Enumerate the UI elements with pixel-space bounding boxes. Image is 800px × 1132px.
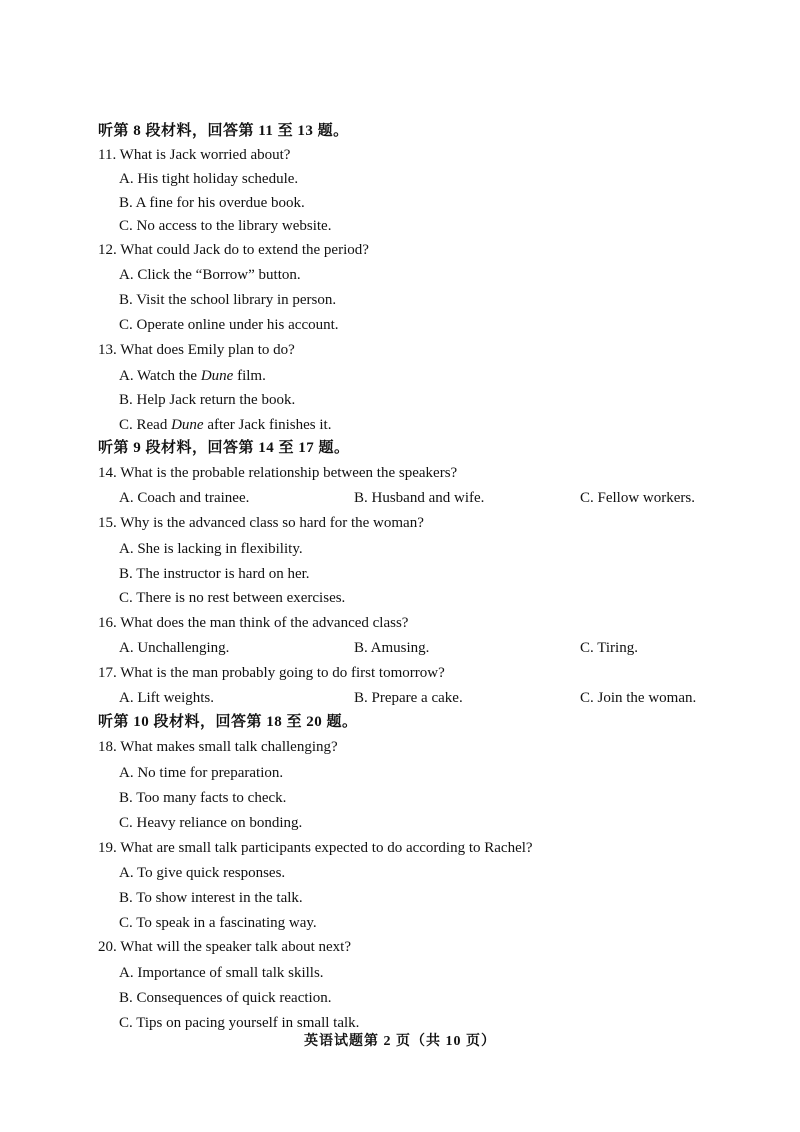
question-18: 18. What makes small talk challenging?	[98, 739, 338, 755]
section-10-header: 听第 10 段材料，回答第 18 至 20 题。	[98, 714, 358, 730]
question-20: 20. What will the speaker talk about next?	[98, 939, 351, 955]
option-12a: A. Click the “Borrow” button.	[119, 267, 301, 283]
question-19: 19. What are small talk participants expected to do according to Rachel?	[98, 840, 533, 856]
option-13a-title: Dune	[200, 368, 234, 384]
option-18c: C. Heavy reliance on bonding.	[119, 815, 303, 831]
option-20c: C. Tips on pacing yourself in small talk.	[119, 1015, 360, 1031]
option-20a: A. Importance of small talk skills.	[119, 965, 324, 981]
section-8-header: 听第 8 段材料，回答第 11 至 13 题。	[98, 123, 349, 139]
option-15b: B. The instructor is hard on her.	[119, 566, 310, 582]
option-17a: A. Lift weights.	[119, 690, 214, 706]
option-19b: B. To show interest in the talk.	[119, 890, 303, 906]
option-12c: C. Operate online under his account.	[119, 317, 339, 333]
option-11c: C. No access to the library website.	[119, 218, 332, 234]
option-13b: B. Help Jack return the book.	[119, 392, 296, 408]
option-16c: C. Tiring.	[580, 640, 638, 656]
question-15: 15. Why is the advanced class so hard for the woman?	[98, 515, 424, 531]
option-11a: A. His tight holiday schedule.	[119, 171, 299, 187]
question-14: 14. What is the probable relationship between the speakers?	[98, 465, 458, 481]
option-13a-prefix: A. Watch the	[119, 368, 201, 384]
option-16a: A. Unchallenging.	[119, 640, 230, 656]
question-17: 17. What is the man probably going to do first tomorrow?	[98, 665, 445, 681]
option-14c: C. Fellow workers.	[580, 490, 695, 506]
option-13c-prefix: C. Read	[119, 417, 172, 433]
option-19c: C. To speak in a fascinating way.	[119, 915, 317, 931]
section-9-header: 听第 9 段材料，回答第 14 至 17 题。	[98, 440, 350, 456]
question-11: 11. What is Jack worried about?	[98, 147, 291, 163]
option-18b: B. Too many facts to check.	[119, 790, 287, 806]
option-15a: A. She is lacking in flexibility.	[119, 541, 303, 557]
option-20b: B. Consequences of quick reaction.	[119, 990, 332, 1006]
option-17b: B. Prepare a cake.	[354, 690, 463, 706]
question-13: 13. What does Emily plan to do?	[98, 342, 295, 358]
option-18a: A. No time for preparation.	[119, 765, 284, 781]
option-12b: B. Visit the school library in person.	[119, 292, 337, 308]
option-16b: B. Amusing.	[354, 640, 430, 656]
option-19a: A. To give quick responses.	[119, 865, 286, 881]
option-14b: B. Husband and wife.	[354, 490, 485, 506]
option-13a-suffix: film.	[233, 368, 266, 384]
option-14a: A. Coach and trainee.	[119, 490, 250, 506]
option-13c-title: Dune	[171, 417, 204, 433]
question-16: 16. What does the man think of the advanced class?	[98, 615, 409, 631]
page-footer: 英语试题第 2 页（共 10 页）	[304, 1034, 496, 1049]
option-13a	[119, 366, 266, 386]
option-11b: B. A fine for his overdue book.	[119, 195, 305, 211]
question-12: 12. What could Jack do to extend the period?	[98, 242, 369, 258]
option-13c	[119, 415, 331, 435]
option-17c: C. Join the woman.	[580, 690, 697, 706]
option-13c-suffix: after Jack finishes it.	[203, 417, 332, 433]
option-15c: C. There is no rest between exercises.	[119, 590, 346, 606]
